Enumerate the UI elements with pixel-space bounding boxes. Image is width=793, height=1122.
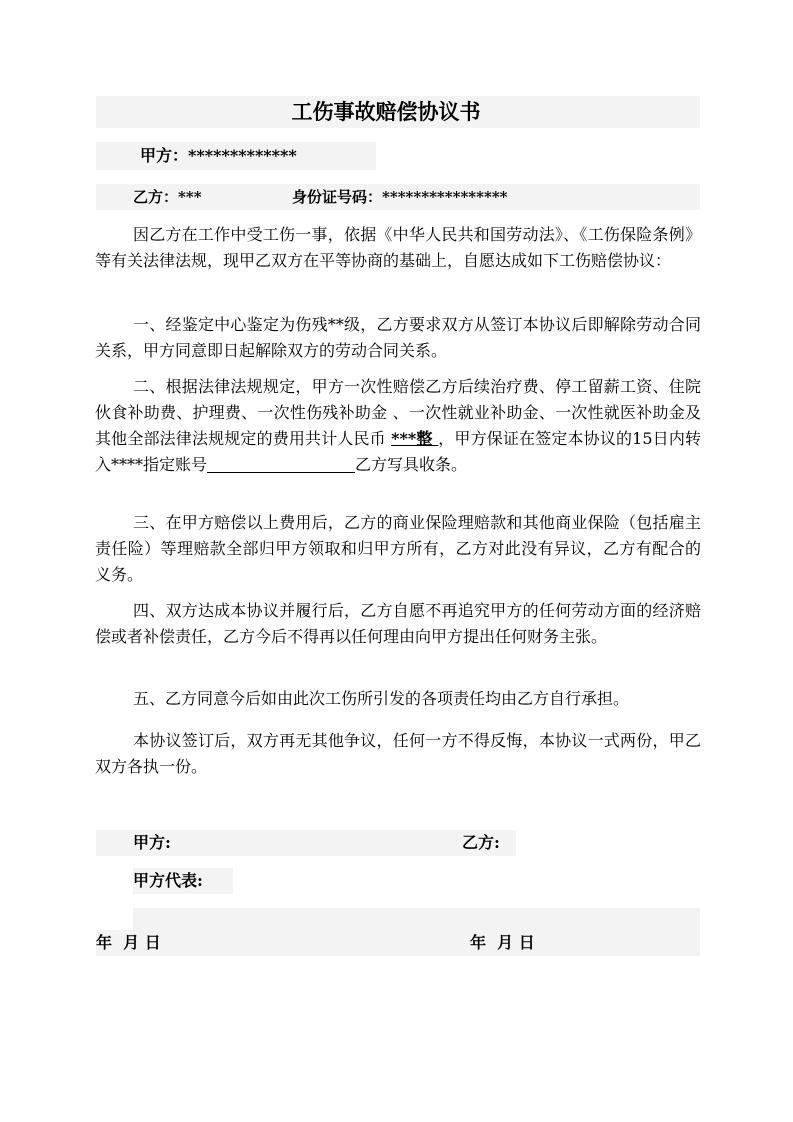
- party-a-line: 甲方：*************: [140, 146, 297, 165]
- clause-2-text: 二、根据法律法规规定，甲方一次性赔偿乙方后续治疗费、停工留薪工资、住院伙食补助费、护理费、一次性伤残补助金 、一次性就业补助金、一次性就医补助金及其他全部法律法规规定的费用共计人民币: [95, 377, 701, 448]
- paragraph-clause-2: [95, 374, 701, 478]
- date-party-a: 年 月 日: [96, 933, 161, 952]
- date-party-b: 年 月 日: [470, 933, 535, 952]
- clause-2-receipt-text: 乙方写具收条。: [355, 455, 468, 474]
- clause-2-transfer-text: ，甲方保证在签定本协议的15日内转入****指定账号: [95, 429, 701, 474]
- signature-party-b: 乙方:: [462, 833, 500, 852]
- account-number-blank: [207, 454, 355, 473]
- compensation-amount: ***整: [391, 429, 439, 448]
- paragraph-intro: 因乙方在工作中受工伤一事，依据《中华人民共和国劳动法》、《工伤保险条例》等有关法律法规，现甲乙双方在平等协商的基础上，自愿达成如下工伤赔偿协议：: [95, 225, 701, 270]
- paragraph-clause-3: 三、在甲方赔偿以上费用后，乙方的商业保险理赔款和其他商业保险（包括雇主责任险）等理赔款全部归甲方领取和归甲方所有，乙方对此没有异议，乙方有配合的义务。: [95, 513, 701, 584]
- paragraph-clause-1: 一、经鉴定中心鉴定为伤残**级，乙方要求双方从签订本协议后即解除劳动合同关系，甲方同意即日起解除双方的劳动合同关系。: [95, 315, 701, 360]
- signature-party-a: 甲方:: [133, 833, 171, 852]
- party-b-id-number: 身份证号码：****************: [292, 188, 508, 206]
- paragraph-closing: 本协议签订后，双方再无其他争议，任何一方不得反悔，本协议一式两份，甲乙双方各执一份。: [95, 731, 701, 776]
- date-shading-lower: [96, 930, 700, 956]
- party-b-label: 乙方：***: [133, 188, 202, 206]
- paragraph-clause-4: 四、双方达成本协议并履行后，乙方自愿不再追究甲方的任何劳动方面的经济赔偿或者补偿责任，乙方今后不得再以任何理由向甲方提出任何财务主张。: [95, 601, 701, 646]
- party-a-representative: 甲方代表:: [133, 871, 203, 890]
- paragraph-clause-5: 五、乙方同意今后如由此次工伤所引发的各项责任均由乙方自行承担。: [133, 689, 630, 708]
- document-title: 工伤事故赔偿协议书: [291, 99, 481, 124]
